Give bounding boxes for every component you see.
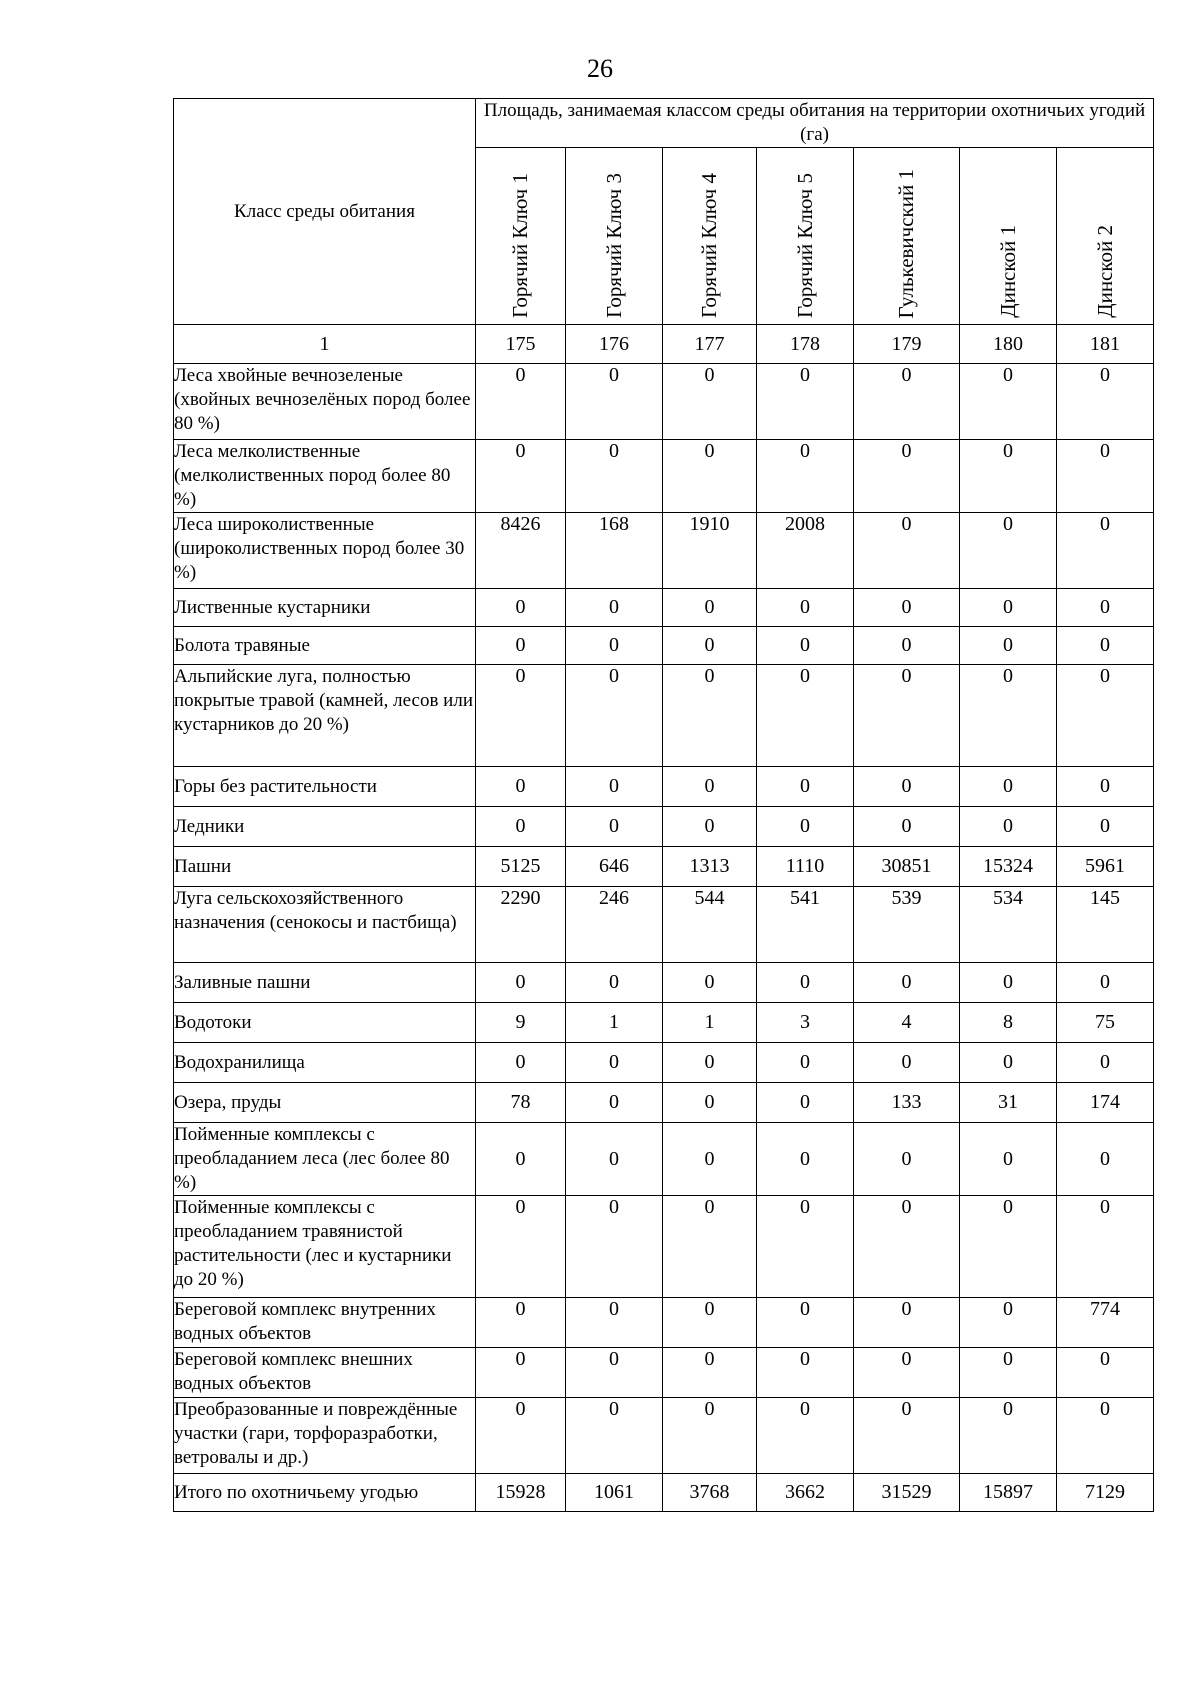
area-value-cell: 0 xyxy=(854,1196,960,1298)
area-value-cell: 0 xyxy=(1057,1123,1154,1196)
area-value-cell: 1313 xyxy=(663,847,757,887)
area-value-cell: 0 xyxy=(854,627,960,665)
area-value-cell: 0 xyxy=(757,807,854,847)
area-value-cell: 1110 xyxy=(757,847,854,887)
area-value-cell: 0 xyxy=(854,1348,960,1398)
area-value-cell: 0 xyxy=(960,364,1057,440)
area-value-cell: 0 xyxy=(1057,665,1154,767)
area-value-cell: 2008 xyxy=(757,513,854,589)
area-value-cell: 0 xyxy=(854,1298,960,1348)
area-value-cell: 0 xyxy=(663,364,757,440)
area-value-cell: 0 xyxy=(960,1043,1057,1083)
area-value-cell: 0 xyxy=(476,364,566,440)
area-value-cell: 168 xyxy=(566,513,663,589)
table-row xyxy=(174,1348,1154,1398)
column-number: 178 xyxy=(757,325,854,364)
area-value-cell: 0 xyxy=(1057,627,1154,665)
area-value-cell: 15897 xyxy=(960,1474,1057,1512)
area-value-cell: 0 xyxy=(757,1083,854,1123)
area-value-cell: 0 xyxy=(566,364,663,440)
area-value-cell: 0 xyxy=(566,1123,663,1196)
column-number: 176 xyxy=(566,325,663,364)
area-value-cell: 1 xyxy=(566,1003,663,1043)
area-value-cell: 0 xyxy=(1057,807,1154,847)
area-value-cell: 78 xyxy=(476,1083,566,1123)
area-value-cell: 0 xyxy=(960,627,1057,665)
area-value-cell: 0 xyxy=(663,807,757,847)
area-value-cell: 0 xyxy=(476,440,566,513)
area-value-cell: 0 xyxy=(476,589,566,627)
area-value-cell: 0 xyxy=(566,665,663,767)
area-value-cell: 0 xyxy=(1057,440,1154,513)
area-value-cell: 0 xyxy=(566,963,663,1003)
area-value-cell: 9 xyxy=(476,1003,566,1043)
habitat-class-label: Ледники xyxy=(174,807,476,847)
area-value-cell: 544 xyxy=(663,887,757,963)
area-value-cell: 0 xyxy=(960,1398,1057,1474)
table-row xyxy=(174,963,1154,1003)
area-value-cell: 0 xyxy=(566,1398,663,1474)
column-number: 180 xyxy=(960,325,1057,364)
area-value-cell: 246 xyxy=(566,887,663,963)
habitat-class-label: Леса хвойные вечнозеленые (хвойных вечнозелёных пород более 80 %) xyxy=(174,364,476,440)
class-column-header: Класс среды обитания xyxy=(174,99,476,325)
area-value-cell: 0 xyxy=(663,665,757,767)
area-value-cell: 0 xyxy=(476,1298,566,1348)
area-value-cell: 0 xyxy=(854,1398,960,1474)
area-value-cell: 0 xyxy=(960,1196,1057,1298)
area-value-cell: 2290 xyxy=(476,887,566,963)
habitat-class-label: Водохранилища xyxy=(174,1043,476,1083)
area-value-cell: 31529 xyxy=(854,1474,960,1512)
habitat-class-label: Леса широколиственные (широколиственных пород более 30 %) xyxy=(174,513,476,589)
habitat-class-label: Озера, пруды xyxy=(174,1083,476,1123)
area-value-cell: 0 xyxy=(663,589,757,627)
area-value-cell: 0 xyxy=(757,1196,854,1298)
area-value-cell: 3 xyxy=(757,1003,854,1043)
area-value-cell: 0 xyxy=(1057,963,1154,1003)
area-value-cell: 15324 xyxy=(960,847,1057,887)
area-value-cell: 0 xyxy=(1057,589,1154,627)
habitat-class-label: Пойменные комплексы с преобладанием травянистой растительности (лес и кустарники до 20 %) xyxy=(174,1196,476,1298)
area-value-cell: 0 xyxy=(663,767,757,807)
area-value-cell: 0 xyxy=(1057,1196,1154,1298)
column-number-row xyxy=(174,325,1154,364)
habitat-class-label: Леса мелколиственные (мелколиственных пород более 80 %) xyxy=(174,440,476,513)
area-value-cell: 0 xyxy=(566,627,663,665)
habitat-class-label: Горы без растительности xyxy=(174,767,476,807)
column-header-hunting-ground: Горячий Ключ 1 xyxy=(476,148,566,325)
table-row xyxy=(174,1196,1154,1298)
area-value-cell: 75 xyxy=(1057,1003,1154,1043)
area-value-cell: 174 xyxy=(1057,1083,1154,1123)
area-value-cell: 0 xyxy=(960,440,1057,513)
column-header-hunting-ground: Динской 1 xyxy=(960,148,1057,325)
area-value-cell: 0 xyxy=(566,440,663,513)
table-row xyxy=(174,513,1154,589)
area-value-cell: 0 xyxy=(566,1083,663,1123)
column-header-hunting-ground: Горячий Ключ 3 xyxy=(566,148,663,325)
habitat-area-table xyxy=(173,98,1154,1512)
area-value-cell: 0 xyxy=(854,807,960,847)
area-value-cell: 15928 xyxy=(476,1474,566,1512)
area-value-cell: 0 xyxy=(476,665,566,767)
area-value-cell: 0 xyxy=(960,1298,1057,1348)
area-value-cell: 0 xyxy=(566,1348,663,1398)
area-value-cell: 0 xyxy=(663,627,757,665)
table-row xyxy=(174,665,1154,767)
column-header-hunting-ground: Горячий Ключ 5 xyxy=(757,148,854,325)
table-row xyxy=(174,1298,1154,1348)
area-value-cell: 1 xyxy=(663,1003,757,1043)
habitat-class-label: Заливные пашни xyxy=(174,963,476,1003)
area-value-cell: 0 xyxy=(663,1043,757,1083)
area-value-cell: 0 xyxy=(757,440,854,513)
area-value-cell: 0 xyxy=(476,963,566,1003)
area-value-cell: 0 xyxy=(960,1123,1057,1196)
area-value-cell: 0 xyxy=(663,1398,757,1474)
area-value-cell: 541 xyxy=(757,887,854,963)
habitat-class-label: Преобразованные и повреждённые участки (гари, торфоразработки, ветровалы и др.) xyxy=(174,1398,476,1474)
area-value-cell: 0 xyxy=(1057,767,1154,807)
habitat-class-label: Лиственные кустарники xyxy=(174,589,476,627)
column-number: 181 xyxy=(1057,325,1154,364)
area-value-cell: 0 xyxy=(566,1043,663,1083)
column-number: 179 xyxy=(854,325,960,364)
habitat-class-label: Пойменные комплексы с преобладанием леса (лес более 80 %) xyxy=(174,1123,476,1196)
table-row xyxy=(174,887,1154,963)
area-value-cell: 0 xyxy=(476,1348,566,1398)
table-row xyxy=(174,364,1154,440)
area-value-cell: 0 xyxy=(1057,1398,1154,1474)
area-value-cell: 4 xyxy=(854,1003,960,1043)
habitat-class-label: Береговой комплекс внешних водных объектов xyxy=(174,1348,476,1398)
area-value-cell: 0 xyxy=(757,767,854,807)
area-value-cell: 0 xyxy=(757,1123,854,1196)
area-value-cell: 0 xyxy=(663,1123,757,1196)
area-value-cell: 31 xyxy=(960,1083,1057,1123)
area-value-cell: 0 xyxy=(476,1043,566,1083)
area-value-cell: 0 xyxy=(960,807,1057,847)
area-value-cell: 3662 xyxy=(757,1474,854,1512)
area-value-cell: 0 xyxy=(663,1196,757,1298)
area-value-cell: 0 xyxy=(663,1083,757,1123)
area-value-cell: 0 xyxy=(757,1298,854,1348)
area-value-cell: 30851 xyxy=(854,847,960,887)
area-value-cell: 8 xyxy=(960,1003,1057,1043)
habitat-class-label: Водотоки xyxy=(174,1003,476,1043)
area-value-cell: 646 xyxy=(566,847,663,887)
area-value-cell: 0 xyxy=(757,364,854,440)
table-row xyxy=(174,589,1154,627)
table-row xyxy=(174,627,1154,665)
table-row xyxy=(174,1003,1154,1043)
area-value-cell: 0 xyxy=(757,963,854,1003)
area-column-header: Площадь, занимаемая классом среды обитания на территории охотничьих угодий (га) xyxy=(476,99,1154,148)
table-row xyxy=(174,1123,1154,1196)
area-value-cell: 0 xyxy=(960,1348,1057,1398)
area-value-cell: 0 xyxy=(1057,364,1154,440)
column-header-hunting-ground: Горячий Ключ 4 xyxy=(663,148,757,325)
habitat-class-label: Итого по охотничьему угодью xyxy=(174,1474,476,1512)
total-row xyxy=(174,1474,1154,1512)
area-value-cell: 0 xyxy=(476,627,566,665)
area-value-cell: 0 xyxy=(854,963,960,1003)
area-value-cell: 5961 xyxy=(1057,847,1154,887)
area-value-cell: 0 xyxy=(757,589,854,627)
habitat-class-label: Пашни xyxy=(174,847,476,887)
column-header-hunting-ground: Гулькевичский 1 xyxy=(854,148,960,325)
table-row xyxy=(174,847,1154,887)
page-number: 26 xyxy=(587,54,613,83)
table-row xyxy=(174,440,1154,513)
area-value-cell: 0 xyxy=(1057,1348,1154,1398)
area-value-cell: 0 xyxy=(476,1398,566,1474)
table-row xyxy=(174,767,1154,807)
area-value-cell: 3768 xyxy=(663,1474,757,1512)
habitat-class-label: Болота травяные xyxy=(174,627,476,665)
area-value-cell: 0 xyxy=(566,1196,663,1298)
area-value-cell: 0 xyxy=(663,963,757,1003)
area-value-cell: 0 xyxy=(960,963,1057,1003)
area-value-cell: 774 xyxy=(1057,1298,1154,1348)
column-number: 177 xyxy=(663,325,757,364)
area-value-cell: 0 xyxy=(854,767,960,807)
area-value-cell: 0 xyxy=(663,440,757,513)
area-value-cell: 0 xyxy=(960,513,1057,589)
table-row xyxy=(174,807,1154,847)
area-value-cell: 0 xyxy=(663,1348,757,1398)
area-value-cell: 1061 xyxy=(566,1474,663,1512)
area-value-cell: 539 xyxy=(854,887,960,963)
area-value-cell: 0 xyxy=(476,807,566,847)
column-header-hunting-ground: Динской 2 xyxy=(1057,148,1154,325)
area-value-cell: 0 xyxy=(1057,1043,1154,1083)
area-value-cell: 0 xyxy=(960,589,1057,627)
area-value-cell: 0 xyxy=(854,1043,960,1083)
area-value-cell: 0 xyxy=(566,1298,663,1348)
area-value-cell: 145 xyxy=(1057,887,1154,963)
habitat-class-label: Береговой комплекс внутренних водных объектов xyxy=(174,1298,476,1348)
column-number: 175 xyxy=(476,325,566,364)
area-value-cell: 0 xyxy=(960,767,1057,807)
area-value-cell: 534 xyxy=(960,887,1057,963)
area-value-cell: 8426 xyxy=(476,513,566,589)
area-value-cell: 0 xyxy=(566,767,663,807)
habitat-class-label: Луга сельскохозяйственного назначения (сенокосы и пастбища) xyxy=(174,887,476,963)
column-number: 1 xyxy=(174,325,476,364)
area-value-cell: 0 xyxy=(854,364,960,440)
area-value-cell: 0 xyxy=(757,1043,854,1083)
habitat-class-label: Альпийские луга, полностью покрытые травой (камней, лесов или кустарников до 20 %) xyxy=(174,665,476,767)
area-value-cell: 0 xyxy=(566,589,663,627)
area-value-cell: 0 xyxy=(476,767,566,807)
area-value-cell: 1910 xyxy=(663,513,757,589)
area-value-cell: 0 xyxy=(476,1196,566,1298)
area-value-cell: 0 xyxy=(854,665,960,767)
area-value-cell: 0 xyxy=(854,440,960,513)
area-value-cell: 0 xyxy=(663,1298,757,1348)
table-row xyxy=(174,1398,1154,1474)
area-value-cell: 7129 xyxy=(1057,1474,1154,1512)
area-value-cell: 0 xyxy=(757,1398,854,1474)
area-value-cell: 0 xyxy=(757,665,854,767)
area-value-cell: 0 xyxy=(476,1123,566,1196)
area-value-cell: 0 xyxy=(960,665,1057,767)
area-value-cell: 0 xyxy=(1057,513,1154,589)
area-value-cell: 0 xyxy=(566,807,663,847)
area-value-cell: 0 xyxy=(854,513,960,589)
area-value-cell: 0 xyxy=(757,1348,854,1398)
table-row xyxy=(174,1083,1154,1123)
area-value-cell: 0 xyxy=(757,627,854,665)
table-row xyxy=(174,1043,1154,1083)
area-value-cell: 0 xyxy=(854,1123,960,1196)
area-value-cell: 0 xyxy=(854,589,960,627)
area-value-cell: 133 xyxy=(854,1083,960,1123)
area-value-cell: 5125 xyxy=(476,847,566,887)
